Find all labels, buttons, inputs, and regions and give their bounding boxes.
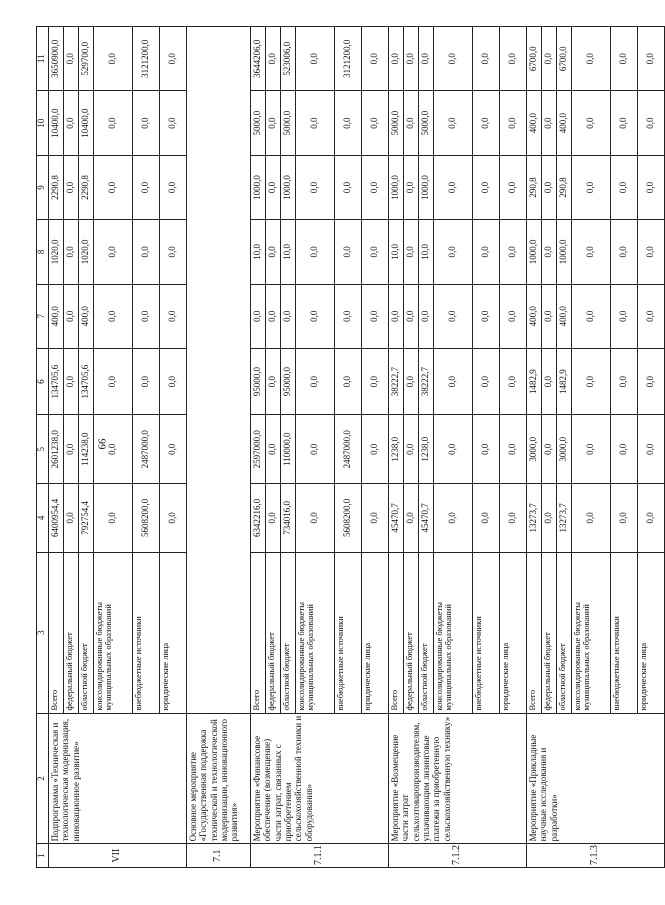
amount-cell: 0,0 (434, 220, 473, 284)
budget-table (36, 26, 665, 868)
funding-source: федеральный бюджет (404, 552, 419, 713)
row-code: VII (49, 844, 187, 868)
amount-cell: 0,0 (296, 484, 335, 553)
amount-cell: 0,0 (296, 91, 335, 155)
amount-cell: 0,0 (160, 27, 187, 91)
column-number: 10 (37, 91, 49, 155)
amount-cell: 0,0 (94, 415, 133, 484)
amount-cell: 0,0 (638, 155, 665, 219)
amount-cell: 290,8 (527, 155, 542, 219)
amount-cell: 0,0 (94, 284, 133, 348)
amount-cell: 13273,7 (557, 484, 572, 553)
amount-cell: 0,0 (572, 91, 611, 155)
amount-cell: 523006,0 (281, 27, 296, 91)
funding-source: федеральный бюджет (64, 552, 79, 713)
amount-cell: 0,0 (572, 155, 611, 219)
amount-cell: 38222,7 (389, 348, 404, 415)
amount-cell: 0,0 (266, 91, 281, 155)
amount-cell: 0,0 (94, 220, 133, 284)
amount-cell: 0,0 (296, 348, 335, 415)
amount-cell: 114238,0 (79, 415, 94, 484)
amount-cell: 0,0 (296, 220, 335, 284)
column-number: 2 (37, 713, 49, 844)
amount-cell: 1238,0 (419, 415, 434, 484)
amount-cell: 2597000,0 (251, 415, 266, 484)
amount-cell: 529700,0 (79, 27, 94, 91)
amount-cell: 290,8 (557, 155, 572, 219)
amount-cell: 0,0 (362, 348, 389, 415)
amount-cell: 2290,8 (79, 155, 94, 219)
amount-cell: 1482,9 (557, 348, 572, 415)
amount-cell: 0,0 (251, 284, 266, 348)
amount-cell: 5608200,0 (133, 484, 160, 553)
funding-source: федеральный бюджет (542, 552, 557, 713)
amount-cell: 1000,0 (527, 220, 542, 284)
amount-cell: 5000,0 (251, 91, 266, 155)
amount-cell: 0,0 (133, 91, 160, 155)
amount-cell: 6400954,4 (49, 484, 64, 553)
amount-cell: 0,0 (362, 220, 389, 284)
amount-cell: 5000,0 (419, 91, 434, 155)
funding-source: консолидированные бюджеты муниципальных образований (296, 552, 335, 713)
amount-cell: 400,0 (527, 91, 542, 155)
amount-cell: 400,0 (557, 284, 572, 348)
amount-cell: 5608200,0 (335, 484, 362, 553)
amount-cell: 0,0 (434, 484, 473, 553)
amount-cell: 3000,0 (527, 415, 542, 484)
amount-cell: 0,0 (64, 27, 79, 91)
amount-cell: 3121200,0 (133, 27, 160, 91)
amount-cell: 0,0 (296, 27, 335, 91)
funding-source: юридические лица (160, 552, 187, 713)
amount-cell: 0,0 (638, 348, 665, 415)
amount-cell: 2290,8 (49, 155, 64, 219)
amount-cell: 1000,0 (419, 155, 434, 219)
amount-cell: 45470,7 (419, 484, 434, 553)
amount-cell: 0,0 (335, 284, 362, 348)
amount-cell: 10,0 (251, 220, 266, 284)
amount-cell: 0,0 (266, 155, 281, 219)
amount-cell: 45470,7 (389, 484, 404, 553)
amount-cell: 0,0 (500, 284, 527, 348)
amount-cell: 0,0 (473, 348, 500, 415)
amount-cell: 0,0 (404, 91, 419, 155)
amount-cell: 0,0 (542, 91, 557, 155)
funding-source: областной бюджет (79, 552, 94, 713)
amount-cell: 0,0 (572, 415, 611, 484)
amount-cell: 0,0 (473, 91, 500, 155)
amount-cell: 2487000,0 (133, 415, 160, 484)
funding-source: консолидированные бюджеты муниципальных образований (94, 552, 133, 713)
amount-cell: 5000,0 (281, 91, 296, 155)
amount-cell: 0,0 (335, 155, 362, 219)
row-title: Мероприятие «Возмещение части затрат сельхозтоваропроизводителям, уплачивающим лизинговые платежи за приобретенную сельскохозяйственную технику» (389, 713, 527, 844)
amount-cell: 0,0 (434, 155, 473, 219)
amount-cell: 0,0 (404, 415, 419, 484)
amount-cell: 6700,0 (527, 27, 542, 91)
amount-cell: 0,0 (572, 27, 611, 91)
funding-source: юридические лица (638, 552, 665, 713)
amount-cell: 0,0 (611, 220, 638, 284)
row-title: Мероприятие «Финансовое обеспечение (возмещение) части затрат, связанных с приобретением сельскохозяйственной техники и оборудования» (251, 713, 389, 844)
amount-cell: 2601238,0 (49, 415, 64, 484)
amount-cell: 0,0 (434, 91, 473, 155)
amount-cell: 0,0 (389, 284, 404, 348)
amount-cell: 0,0 (404, 27, 419, 91)
amount-cell: 0,0 (611, 484, 638, 553)
column-number: 6 (37, 348, 49, 415)
amount-cell: 1020,0 (79, 220, 94, 284)
amount-cell: 0,0 (64, 220, 79, 284)
amount-cell: 0,0 (611, 415, 638, 484)
column-number: 11 (37, 27, 49, 91)
amount-cell: 400,0 (527, 284, 542, 348)
amount-cell: 0,0 (64, 348, 79, 415)
row-title: Основное мероприятие «Государственная поддержка технической и технологической модернизации, инновационного развития» (187, 713, 251, 844)
column-number: 9 (37, 155, 49, 219)
amount-cell: 0,0 (296, 415, 335, 484)
column-number: 1 (37, 844, 49, 868)
amount-cell: 0,0 (404, 348, 419, 415)
amount-cell: 3121200,0 (335, 27, 362, 91)
amount-cell: 0,0 (133, 155, 160, 219)
amount-cell: 0,0 (572, 484, 611, 553)
amount-cell: 1000,0 (251, 155, 266, 219)
amount-cell: 95000,0 (251, 348, 266, 415)
amount-cell: 0,0 (404, 284, 419, 348)
funding-source: внебюджетные источники (611, 552, 638, 713)
amount-cell: 0,0 (473, 484, 500, 553)
column-number: 3 (37, 552, 49, 713)
amount-cell: 0,0 (500, 27, 527, 91)
funding-source: внебюджетные источники (473, 552, 500, 713)
amount-cell: 0,0 (473, 220, 500, 284)
amount-cell: 5000,0 (389, 91, 404, 155)
amount-cell: 1482,9 (527, 348, 542, 415)
amount-cell: 10,0 (419, 220, 434, 284)
amount-cell: 0,0 (572, 284, 611, 348)
amount-cell: 0,0 (64, 284, 79, 348)
funding-source: Всего (49, 552, 64, 713)
amount-cell: 0,0 (500, 484, 527, 553)
amount-cell: 0,0 (542, 27, 557, 91)
amount-cell: 0,0 (266, 220, 281, 284)
amount-cell: 0,0 (500, 220, 527, 284)
amount-cell: 0,0 (500, 415, 527, 484)
amount-cell: 1000,0 (389, 155, 404, 219)
amount-cell: 792754,4 (79, 484, 94, 553)
row-title: Подпрограмма «Техническая и технологическая модернизация, инновационное развитие» (49, 713, 187, 844)
amount-cell: 13273,7 (527, 484, 542, 553)
amount-cell: 0,0 (362, 27, 389, 91)
amount-cell: 0,0 (362, 415, 389, 484)
column-number: 8 (37, 220, 49, 284)
funding-source: консолидированные бюджеты муниципальных образований (434, 552, 473, 713)
amount-cell: 0,0 (638, 415, 665, 484)
amount-cell: 0,0 (611, 27, 638, 91)
row-code: 7.1.1 (251, 844, 389, 868)
amount-cell: 0,0 (266, 284, 281, 348)
amount-cell: 10,0 (281, 220, 296, 284)
amount-cell: 6342216,0 (251, 484, 266, 553)
amount-cell: 2487000,0 (335, 415, 362, 484)
funding-source: консолидированные бюджеты муниципальных образований (572, 552, 611, 713)
amount-cell: 38222,7 (419, 348, 434, 415)
amount-cell: 0,0 (542, 284, 557, 348)
amount-cell: 0,0 (64, 91, 79, 155)
amount-cell: 0,0 (404, 220, 419, 284)
table-body (49, 27, 665, 868)
funding-source: областной бюджет (281, 552, 296, 713)
amount-cell: 0,0 (473, 415, 500, 484)
amount-cell: 0,0 (266, 484, 281, 553)
funding-source: Всего (251, 552, 266, 713)
funding-source: Всего (527, 552, 542, 713)
funding-source: федеральный бюджет (266, 552, 281, 713)
amount-cell: 0,0 (611, 284, 638, 348)
amount-cell: 0,0 (266, 348, 281, 415)
table-row (527, 27, 542, 868)
amount-cell: 0,0 (611, 91, 638, 155)
amount-cell: 0,0 (389, 27, 404, 91)
amount-cell: 0,0 (133, 284, 160, 348)
amount-cell: 6700,0 (557, 27, 572, 91)
amount-cell: 0,0 (160, 284, 187, 348)
amount-cell: 0,0 (160, 415, 187, 484)
amount-cell: 0,0 (160, 348, 187, 415)
amount-cell: 1020,0 (49, 220, 64, 284)
amount-cell: 3650900,0 (49, 27, 64, 91)
amount-cell: 3644206,0 (251, 27, 266, 91)
amount-cell: 110000,0 (281, 415, 296, 484)
amount-cell: 0,0 (572, 220, 611, 284)
table-row (187, 27, 251, 868)
amount-cell: 0,0 (160, 220, 187, 284)
funding-source: Всего (389, 552, 404, 713)
row-code: 7.1.3 (527, 844, 665, 868)
amount-cell: 134705,6 (49, 348, 64, 415)
amount-cell: 0,0 (542, 348, 557, 415)
amount-cell: 0,0 (434, 415, 473, 484)
amount-cell: 0,0 (281, 284, 296, 348)
amount-cell: 0,0 (611, 155, 638, 219)
amount-cell: 0,0 (500, 91, 527, 155)
amount-cell: 95000,0 (281, 348, 296, 415)
amount-cell: 0,0 (473, 27, 500, 91)
column-number: 4 (37, 484, 49, 553)
amount-cell: 0,0 (404, 155, 419, 219)
amount-cell: 0,0 (542, 220, 557, 284)
amount-cell: 0,0 (638, 484, 665, 553)
amount-cell: 0,0 (266, 27, 281, 91)
amount-cell: 10,0 (389, 220, 404, 284)
amount-cell: 0,0 (335, 348, 362, 415)
funding-source: юридические лица (362, 552, 389, 713)
amount-cell: 0,0 (434, 27, 473, 91)
amount-cell: 0,0 (266, 415, 281, 484)
amount-cell: 0,0 (64, 155, 79, 219)
amount-cell: 734016,0 (281, 484, 296, 553)
amount-cell: 0,0 (64, 415, 79, 484)
amount-cell: 0,0 (638, 220, 665, 284)
amount-cell: 0,0 (572, 348, 611, 415)
amount-cell: 0,0 (638, 284, 665, 348)
amount-cell: 10400,0 (49, 91, 64, 155)
amount-cell: 0,0 (296, 155, 335, 219)
amount-cell: 0,0 (94, 348, 133, 415)
amount-cell: 0,0 (64, 484, 79, 553)
amount-cell: 0,0 (296, 284, 335, 348)
amount-cell: 0,0 (542, 484, 557, 553)
amount-cell: 0,0 (133, 220, 160, 284)
amount-cell: 0,0 (638, 91, 665, 155)
amount-cell: 0,0 (500, 155, 527, 219)
amount-cell: 0,0 (434, 284, 473, 348)
funding-source: областной бюджет (419, 552, 434, 713)
amount-cell: 0,0 (419, 284, 434, 348)
amount-cell: 0,0 (362, 155, 389, 219)
amount-cell: 134705,6 (79, 348, 94, 415)
amount-cell: 0,0 (362, 484, 389, 553)
row-title: Мероприятие «Прикладные научные исследования и разработки» (527, 713, 665, 844)
amount-cell: 0,0 (473, 155, 500, 219)
amount-cell: 0,0 (133, 348, 160, 415)
amount-cell: 0,0 (94, 155, 133, 219)
table-row (251, 27, 266, 868)
amount-cell: 0,0 (94, 484, 133, 553)
amount-cell: 0,0 (94, 27, 133, 91)
amount-cell: 0,0 (335, 220, 362, 284)
amount-cell: 400,0 (79, 284, 94, 348)
amount-cell: 0,0 (611, 348, 638, 415)
funding-source: юридические лица (500, 552, 527, 713)
row-code: 7.1 (187, 844, 251, 868)
row-code: 7.1.2 (389, 844, 527, 868)
amount-cell: 0,0 (434, 348, 473, 415)
amount-cell: 0,0 (542, 415, 557, 484)
amount-cell: 400,0 (49, 284, 64, 348)
rotated-table-sheet (36, 26, 656, 868)
amount-cell: 0,0 (404, 484, 419, 553)
amount-cell: 0,0 (638, 27, 665, 91)
amount-cell: 1000,0 (281, 155, 296, 219)
amount-cell: 0,0 (160, 91, 187, 155)
funding-source: внебюджетные источники (133, 552, 160, 713)
amount-cell: 0,0 (362, 284, 389, 348)
amount-cell: 400,0 (557, 91, 572, 155)
amount-cell: 0,0 (335, 91, 362, 155)
amount-cell: 10400,0 (79, 91, 94, 155)
amount-cell: 0,0 (419, 27, 434, 91)
amount-cell: 0,0 (473, 284, 500, 348)
empty-cell (187, 27, 251, 714)
funding-source: областной бюджет (557, 552, 572, 713)
amount-cell: 0,0 (160, 484, 187, 553)
amount-cell: 1238,0 (389, 415, 404, 484)
table-row (49, 27, 64, 868)
amount-cell: 1000,0 (557, 220, 572, 284)
amount-cell: 0,0 (160, 155, 187, 219)
column-number: 7 (37, 284, 49, 348)
column-number: 5 (37, 415, 49, 484)
amount-cell: 0,0 (94, 91, 133, 155)
amount-cell: 0,0 (362, 91, 389, 155)
amount-cell: 0,0 (500, 348, 527, 415)
amount-cell: 3000,0 (557, 415, 572, 484)
table-row (389, 27, 404, 868)
amount-cell: 0,0 (542, 155, 557, 219)
funding-source: внебюджетные источники (335, 552, 362, 713)
page-number: 99 (95, 438, 108, 450)
column-number-row (37, 27, 49, 868)
